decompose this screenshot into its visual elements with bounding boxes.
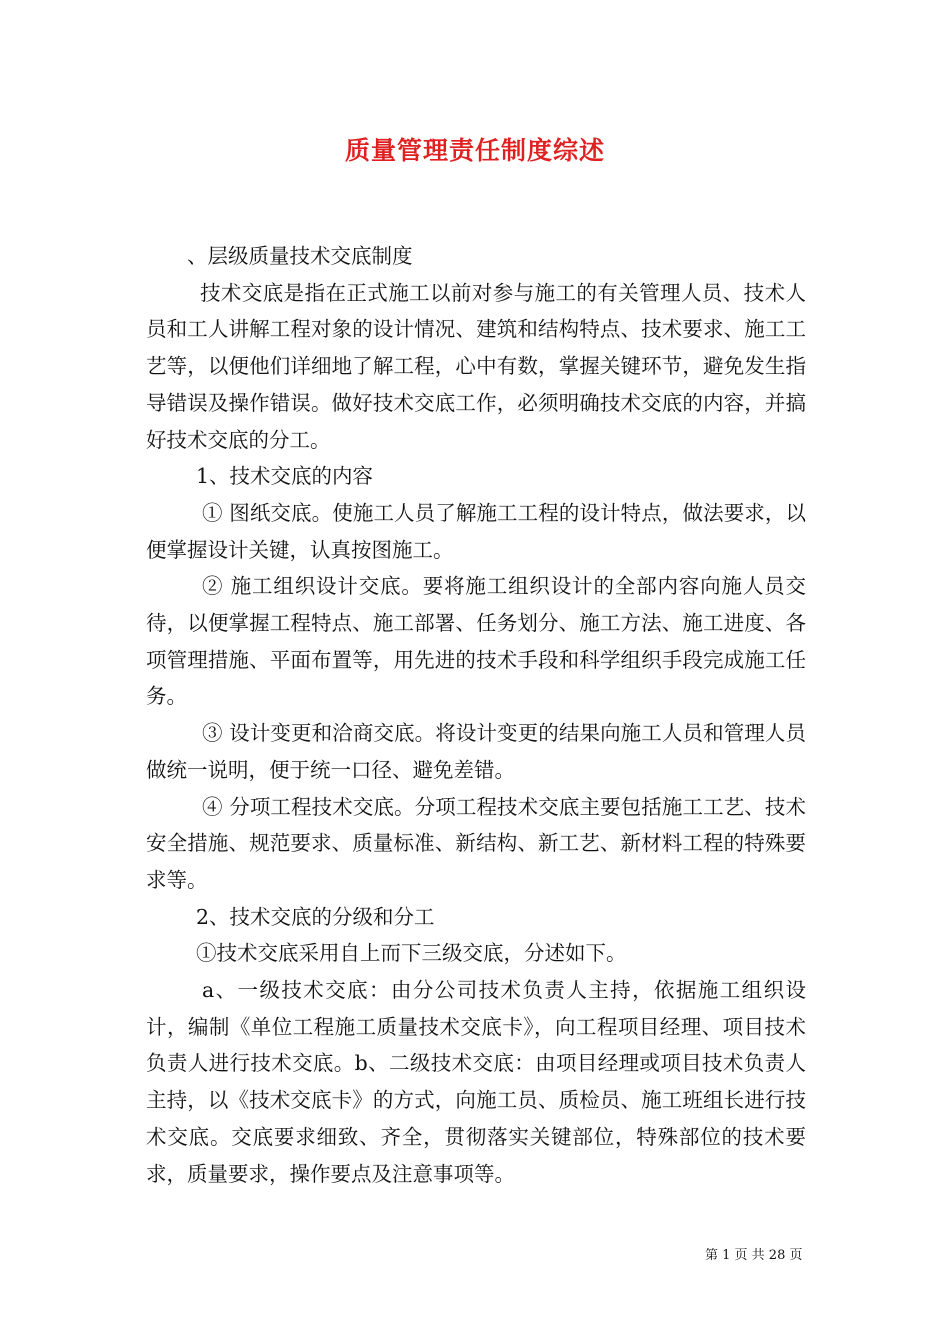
document-body — [146, 238, 806, 1192]
subheading-content: 1、技术交底的内容 — [196, 464, 374, 489]
subheading-levels: 2、技术交底的分级和分工 — [196, 904, 435, 929]
section-heading: 、层级质量技术交底制度 — [187, 244, 413, 268]
page-number: 第 1 页 共 28 页 — [705, 1248, 803, 1263]
item-subitem-briefing: ④ 分项工程技术交底。分项工程技术交底主要包括施工工艺、技术安全措施、规范要求、质量标准、新结构、新工艺、新材料工程的特殊要求等。 — [146, 794, 806, 892]
document-title: 质量管理责任制度综述 — [344, 136, 605, 165]
item-three-levels: ①技术交底采用自上而下三级交底，分述如下。 — [196, 941, 627, 966]
item-design-change-briefing: ③ 设计变更和洽商交底。将设计变更的结果向施工人员和管理人员做统一说明，便于统一口径、避免差错。 — [146, 721, 806, 782]
intro-paragraph: 技术交底是指在正式施工以前对参与施工的有关管理人员、技术人员和工人讲解工程对象的设计情况、建筑和结构特点、技术要求、施工工艺等，以便他们详细地了解工程，心中有数，掌握关键环节，避免发生指导错误及操作错误。做好技术交底工作，必须明确技术交底的内容，并搞好技术交底的分工。 — [146, 280, 806, 452]
item-construction-design-briefing: ② 施工组织设计交底。要将施工组织设计的全部内容向施人员交待，以便掌握工程特点、施工部署、任务划分、施工方法、施工进度、各项管理措施、平面布置等，用先进的技术手段和科学组织手段完成施工任务。 — [146, 574, 806, 709]
item-drawing-briefing: ① 图纸交底。使施工人员了解施工工程的设计特点，做法要求，以便掌握设计关键，认真按图施工。 — [146, 500, 806, 562]
level-details-paragraph: a、一级技术交底：由分公司技术负责人主持，依据施工组织设计，编制《单位工程施工质量技术交底卡》，向工程项目经理、项目技术负责人进行技术交底。b、二级技术交底：由项目经理或项目技术负责人主持，以《技术交底卡》的方式，向施工员、质检员、施工班组长进行技术交底。交底要求细致、齐全，贯彻落实关键部位，特殊部位的技术要求，质量要求，操作要点及注意事项等。 — [146, 978, 806, 1186]
